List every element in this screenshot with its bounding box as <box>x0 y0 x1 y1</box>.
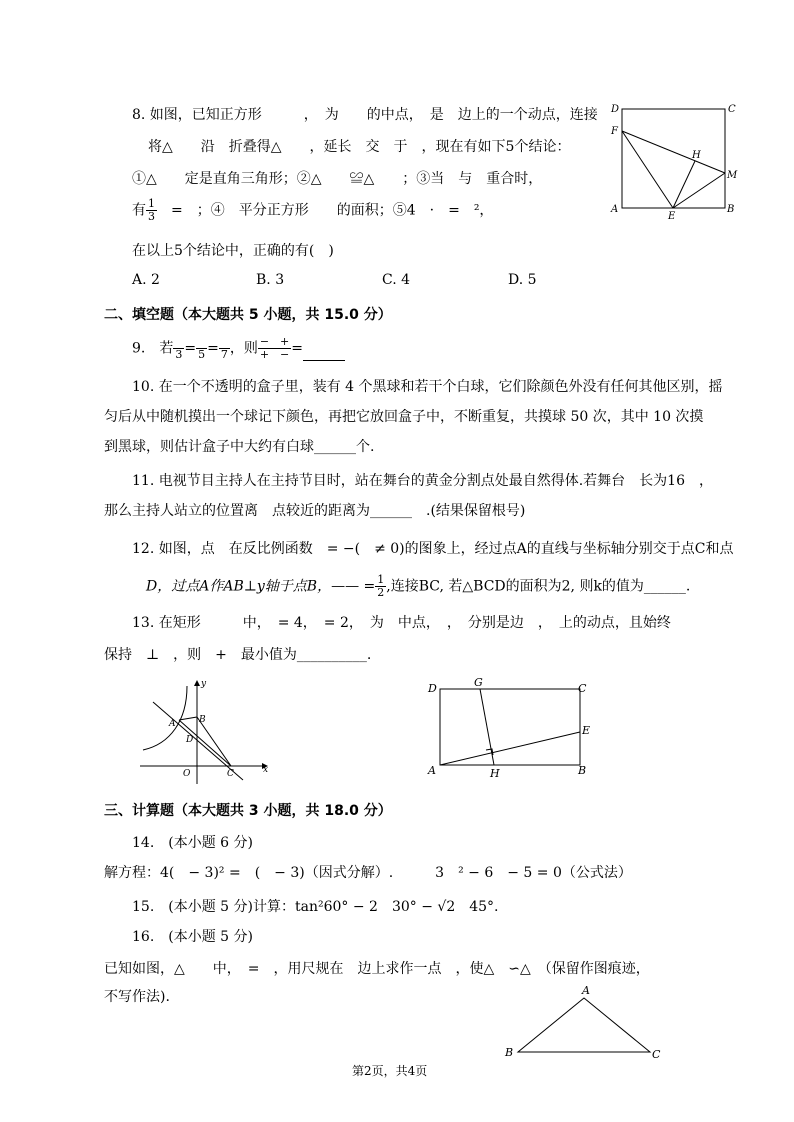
q9-frac-3 <box>219 336 230 361</box>
q8-option-c: C. 4 <box>382 272 411 288</box>
q8-line4 <box>132 198 493 223</box>
q8-option-d: D. 5 <box>508 272 537 288</box>
q13-line2: 保持 ⊥ ，则 + 最小值为__________. <box>104 647 372 663</box>
q9-line <box>132 336 345 361</box>
q9-frac-4 <box>258 336 291 361</box>
q12-label-c: C <box>227 769 234 779</box>
q8-label-b: B <box>727 204 735 215</box>
q8-line4-pre: 有 <box>132 202 146 219</box>
q13-label-d: D <box>428 682 437 695</box>
q13-label-b: B <box>578 764 587 777</box>
q12-label-d: D <box>186 735 194 745</box>
q12-label-b: B <box>199 715 206 725</box>
q12-graph-figure <box>135 676 275 788</box>
q9-frac-1 <box>173 336 184 361</box>
q12-line2 <box>146 574 690 599</box>
q9-answer-blank <box>303 346 345 361</box>
q9-frac-4-num: − + <box>259 335 290 348</box>
q9-frac-2 <box>196 336 207 361</box>
q8-label-d: D <box>611 104 620 115</box>
q9-eq-3: = <box>291 340 303 357</box>
q12-label-y: y <box>201 679 207 689</box>
q12-line1: 12. 如图，点 在反比例函数 = −( ≠ 0)的图象上，经过点A的直线与坐标轴分别交于点C和点 <box>132 541 734 557</box>
q8-frac-num: 1 <box>148 197 155 210</box>
section-2-heading: 二、填空题（本大题共 5 小题，共 15.0 分） <box>104 307 392 323</box>
q8-line2: 将△ 沿 折叠得△ ，延长 交 于 ，现在有如下5个结论： <box>148 139 571 155</box>
q8-label-h: H <box>692 150 701 161</box>
q13-label-c: C <box>578 682 587 695</box>
section-3-heading: 三、计算题（本大题共 3 小题，共 18.0 分） <box>104 803 392 819</box>
q16-label-c: C <box>652 1048 661 1061</box>
q9-eq-2: = <box>207 340 219 357</box>
q8-line5: 在以上5个结论中，正确的有( ) <box>132 243 334 259</box>
q8-line-fe <box>622 131 673 208</box>
q16-line2: 已知如图，△ 中， = ，用尺规在 边上求作一点 ，使△ ∽△ （保留作图痕迹， <box>104 961 650 977</box>
q12-label-x: x <box>263 765 269 775</box>
q12-frac-den: 2 <box>377 586 385 599</box>
q12-label-a: A <box>169 719 176 729</box>
q8-option-b: B. 3 <box>256 272 285 288</box>
q16-line1: 16. (本小题 5 分) <box>132 929 253 945</box>
q12-label-o: O <box>183 769 191 779</box>
q14-line1: 14. (本小题 6 分) <box>132 835 253 851</box>
q8-square <box>622 109 725 208</box>
q10-line1: 10. 在一个不透明的盒子里，装有 4 个黑球和若干个白球，它们除颜色外没有任何其他区别，摇 <box>132 379 723 395</box>
q9-pre: 9. 若 <box>132 340 174 357</box>
q16-triangle <box>518 998 650 1052</box>
q12-line2-pre: D，过点A作AB⊥y轴于点B，—— = <box>146 578 376 595</box>
q8-square-figure <box>605 98 745 222</box>
q14-line2: 解方程：4( − 3)² = ( − 3)（因式分解）. 3 ² − 6 − 5 = 0（公式法） <box>104 865 632 881</box>
q9-frac-3-den: 7 <box>220 348 228 361</box>
q13-rectangle-figure <box>424 676 600 784</box>
q10-line3: 到黑球，则估计盒子中大约有白球______个. <box>104 439 375 455</box>
q8-option-a: A. 2 <box>132 272 160 288</box>
q11-line1: 11. 电视节目主持人在主持节目时，站在舞台的黄金分割点处最自然得体.若舞台 长为16 ， <box>132 473 713 489</box>
q13-line-ae <box>440 732 580 765</box>
q16-line3: 不写作法). <box>104 989 170 1005</box>
q8-line4-post: = ；④ 平分正方形 的面积；⑤4 · = ²， <box>157 202 494 219</box>
q12-line2-post: ,连接BC, 若△BCD的面积为2, 则k的值为______. <box>386 578 691 595</box>
q13-label-a: A <box>428 764 436 777</box>
q8-frac-den: 3 <box>148 210 155 223</box>
q12-frac-num: 1 <box>377 573 385 586</box>
q8-label-c: C <box>728 104 736 115</box>
q9-eq-1: = <box>184 340 197 357</box>
q10-line2: 匀后从中随机摸出一个球记下颜色，再把它放回盒子中，不断重复，共摸球 50 次，其中 10 次摸 <box>104 409 704 425</box>
q11-line2: 那么主持人站立的位置离 点较近的距离为______ .(结果保留根号) <box>104 503 526 519</box>
q12-fraction <box>375 574 386 599</box>
q13-rectangle <box>440 689 580 765</box>
q8-label-e: E <box>668 211 676 222</box>
q9-frac-4-den: + − <box>259 348 290 361</box>
q16-label-b: B <box>505 1046 514 1059</box>
q8-label-a: A <box>611 204 619 215</box>
q13-label-e: E <box>582 724 591 737</box>
q13-label-g: G <box>474 676 483 689</box>
page-footer: 第2页，共4页 <box>352 1064 428 1078</box>
q13-line1: 13. 在矩形 中， = 4， = 2， 为 中点， ， 分别是边 ， 上的动点，且始终 <box>132 615 671 631</box>
q16-triangle-figure <box>500 982 668 1062</box>
q8-label-m: M <box>727 170 738 181</box>
q8-line1: 8. 如图，已知正方形 ， 为 的中点， 是 边上的一个动点，连接 <box>132 107 598 123</box>
q15-line: 15. (本小题 5 分)计算：tan²60° − 2 30° − √2 45°. <box>132 899 499 915</box>
q8-line3: ①△ 定是直角三角形；②△ ≌△ ；③当 与 重合时， <box>132 171 543 187</box>
q9-frac-1-den: 3 <box>175 348 183 361</box>
q13-label-h: H <box>490 767 500 780</box>
q12-hyperbola <box>143 686 187 750</box>
q9-frac-2-den: 5 <box>198 348 206 361</box>
q8-line-fm <box>622 131 725 173</box>
q8-fraction <box>146 198 157 223</box>
q8-label-f: F <box>611 126 618 137</box>
q16-label-a: A <box>582 984 590 997</box>
q9-mid: ，则 <box>229 340 258 357</box>
